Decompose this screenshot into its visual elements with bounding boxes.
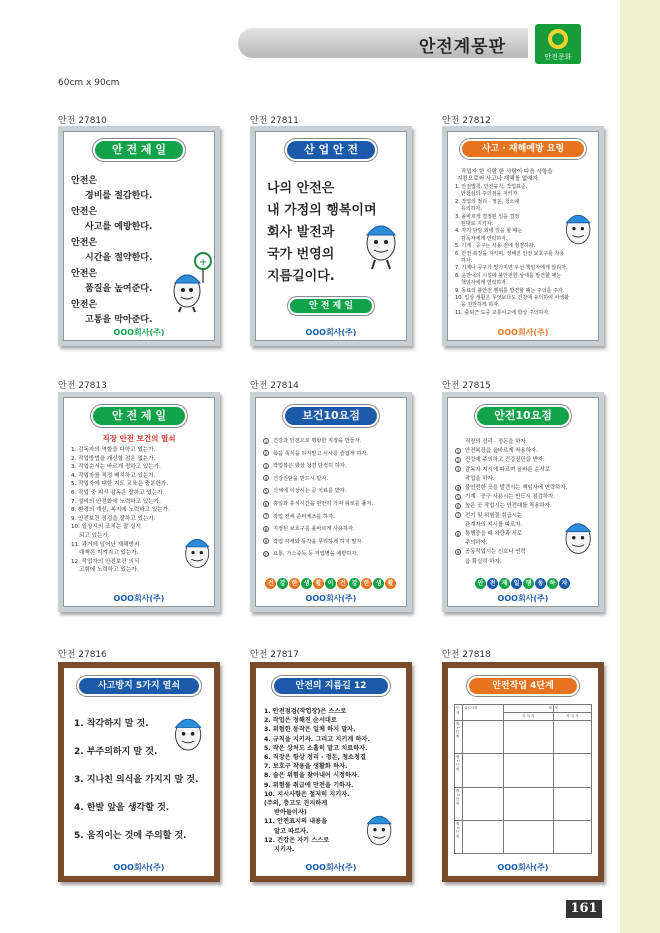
board-line: 12. 작업자의 안전보건 의식 — [71, 558, 140, 565]
board-line: 11. 출퇴근 도중 교통사고에 항상 주의하자. — [455, 309, 550, 316]
footer-char-dot: 행 — [523, 578, 534, 589]
board-title: 안 전 제 일 — [93, 139, 185, 161]
safety-mascot-icon — [359, 209, 405, 271]
footer-char-dot: 동 — [535, 578, 546, 589]
board-title: 안 전 제 일 — [91, 405, 187, 427]
safety-board-27817 — [250, 662, 412, 882]
number-bullet-icon: 9 — [264, 539, 268, 545]
board-line: 3. 작업순서는 바르게 정하고 있는가. — [71, 464, 161, 471]
board-line: 2. 작업의 정리 · 정돈, 청소에 — [455, 198, 520, 205]
footer-char-dot: 생 — [301, 578, 312, 589]
board-line: 5. 작은 상처도 소홀히 말고 치료하자. — [264, 744, 368, 752]
logo-ring-icon — [548, 29, 568, 49]
company-name: OOO회사(주) — [113, 594, 165, 603]
board-line: 7. 보호구 착용을 생활화 하자. — [264, 763, 348, 771]
board-line — [465, 437, 527, 445]
board-line: 2. 작업은 정해진 순서대로 — [264, 717, 337, 725]
product-code: 안전 27817 — [250, 650, 299, 660]
safety-mascot-icon — [559, 509, 599, 563]
board-line — [263, 538, 363, 545]
footer-char-dot: 활 — [385, 578, 396, 589]
board-line: 7. 기계나 공구가 망가지면 우선 책임자에게 알리자. — [455, 265, 568, 272]
footer-char-dot: 하 — [547, 578, 558, 589]
company-name: OOO회사(주) — [305, 328, 357, 337]
board-line: 10. 일상 생활은 무엇보다도 건강에 유의하여 사생활 — [455, 295, 570, 301]
size-label: 60cm x 90cm — [58, 78, 120, 88]
board-line: 안전은 — [71, 300, 98, 310]
board-line: 국가 번영의 — [267, 247, 335, 262]
board-line — [263, 450, 368, 457]
footer-char-dot: 안 — [475, 578, 486, 589]
board-line: 품질을 높여준다. — [85, 284, 153, 294]
board-line: 사고를 예방한다. — [85, 222, 153, 232]
board-line: 6. 안전 복장을 지키며, 정해진 안전 보호구를 착용 — [455, 250, 565, 257]
number-bullet-icon: 1 — [264, 438, 268, 444]
board-line: 안전은 — [71, 269, 98, 279]
board-line: 안전은 — [71, 238, 98, 248]
board-line — [455, 446, 538, 454]
safety-board-27815 — [442, 392, 604, 612]
board-line-text: 주의하자. — [465, 540, 488, 547]
table-row-label: 제 2 단 계 — [455, 754, 463, 787]
number-bullet-icon: 4 — [456, 485, 460, 491]
board-line: 경비를 절감한다. — [85, 191, 153, 201]
board-line: 11. 과거에 일어난 재해방지 — [71, 541, 140, 548]
number-bullet-icon: 6 — [456, 503, 460, 509]
board-line: 8. 환경의 개선, 복지에 노력하고 있는가. — [71, 507, 170, 514]
board-line: 3. 지나친 의식을 가지지 말 것. — [74, 775, 199, 785]
company-name: OOO회사(주) — [497, 863, 549, 872]
footer-dots — [255, 570, 407, 589]
product-code: 안전 27818 — [442, 650, 491, 660]
board-line: 11. 안전표지의 내용을 — [264, 818, 328, 826]
board-line — [455, 547, 526, 555]
company-name: OOO회사(주) — [113, 328, 165, 337]
safety-mascot-icon — [167, 251, 213, 313]
board-line: 4. 규칙을 지키자. 그리고 지키게 하자. — [264, 735, 370, 743]
board-title: 사고 · 재해예방 요령 — [460, 139, 586, 159]
footer-char-dot: 건 — [337, 578, 348, 589]
brand-logo — [535, 24, 581, 64]
board-line — [465, 474, 494, 482]
board-line — [465, 538, 488, 546]
board-line: 2. 작업방법을 개선할 점은 없는가. — [71, 455, 156, 462]
board-line-text: 전기 및 위험물 취급시는 — [465, 512, 523, 519]
footer-char-dot: 생 — [373, 578, 384, 589]
company-name: OOO회사(주) — [305, 863, 357, 872]
board-line-text: 요통, 가스중독 등 직업병을 예방하자. — [273, 551, 359, 558]
product-code: 안전 27813 — [58, 381, 107, 391]
board-line-text: 직장의 정리 · 정돈을 하자. — [465, 439, 528, 445]
footer-char-dot: 이 — [325, 578, 336, 589]
board-line: 책임자에게 연락하자. — [461, 280, 508, 287]
board-line — [263, 550, 358, 557]
board-line: 회사 발전과 — [267, 225, 335, 240]
board-line: 3. 위험한 동작은 일체 하지 말자. — [264, 726, 356, 734]
number-bullet-icon: 8 — [264, 526, 268, 532]
footer-char-dot: 강 — [277, 578, 288, 589]
safety-mascot-icon — [168, 704, 210, 760]
board-line: 4. 한발 앞을 생각할 것. — [74, 803, 170, 813]
safety-mascot-icon — [559, 201, 599, 253]
board-title: 사고방지 5가지 열쇠 — [77, 676, 201, 696]
footer-char-dot: 한 — [361, 578, 372, 589]
footer-char-dot: 강 — [349, 578, 360, 589]
svg-text:+: + — [199, 257, 208, 268]
board-line — [455, 483, 567, 491]
product-code: 안전 27811 — [250, 116, 299, 126]
board-line: 지키자. — [274, 846, 295, 853]
right-decorative-stripe — [620, 0, 660, 933]
board-line: 5. 움직이는 것에 주의할 것. — [74, 831, 187, 841]
number-bullet-icon: 9 — [456, 549, 460, 555]
safety-board-27816 — [58, 662, 220, 882]
board-line: 6. 작업 중 지시 감독은 잘하고 있는가. — [71, 490, 165, 496]
table-header: 실시사항 — [463, 705, 504, 721]
board-line: 1. 안전법칙, 안전규칙, 작업표준, — [455, 184, 528, 190]
board-subtitle: 직장 안전 보건의 열쇠 — [102, 434, 176, 443]
safety-board-27811 — [250, 126, 412, 346]
board-line: 8. 운반내의 시설에 불안전한 상태를 발견할 때는 — [455, 272, 562, 279]
board-line: 10. 지시사항은 철저히 지키자. — [264, 790, 350, 798]
footer-char-dot: 활 — [313, 578, 324, 589]
footer-char-dot: 한 — [289, 578, 300, 589]
board-line: 4. 자기 담당 외에 일을 할 때는 — [455, 228, 523, 235]
board-line-text: 신체에 이상시는 곧 치료를 받자. — [273, 488, 347, 495]
company-name: OOO회사(주) — [113, 863, 165, 872]
board-line: 받아들이자) — [274, 809, 307, 817]
table-subheader: 작 업 자 — [553, 713, 591, 721]
number-bullet-icon: 7 — [456, 513, 460, 519]
board-line — [455, 501, 552, 509]
table-header: 단계 — [455, 705, 463, 721]
product-code: 안전 27812 — [442, 116, 491, 126]
four-step-table — [454, 704, 592, 854]
board-line-text: 기계 · 공구 사용시는 반드시 점검하자. — [465, 494, 556, 501]
footer-char-dot: 자 — [559, 578, 570, 589]
safety-board-27812 — [442, 126, 604, 346]
board-line-text: 건강과 안전으로 명랑한 직장을 만들자. — [273, 438, 362, 444]
board-line: 4. 작업자를 적정 배치하고 있는가. — [71, 472, 156, 479]
company-name: OOO회사(주) — [497, 328, 549, 337]
table-row-label: 제 3 단 계 — [455, 787, 463, 820]
safety-board-27818 — [442, 662, 604, 882]
footer-char-dot: 건 — [265, 578, 276, 589]
number-bullet-icon: 2 — [456, 457, 460, 463]
board-line — [455, 511, 522, 519]
board-line-text: 지정된 보호구를 올바르게 사용하자. — [273, 526, 355, 533]
board-line: 을 원만하게 하자. — [461, 302, 500, 309]
board-line: 시간을 절약한다. — [85, 253, 153, 263]
board-line: 알고 따르자. — [274, 827, 309, 835]
number-bullet-icon: 2 — [264, 451, 268, 457]
number-bullet-icon: 1 — [456, 448, 460, 454]
number-bullet-icon: 10 — [264, 551, 270, 557]
board-line: 6. 직장은 항상 정리 · 정돈, 청소청결 — [264, 754, 366, 761]
board-line: 9. 위험물 취급에 만전을 기하자. — [264, 781, 354, 789]
board-line: 하자. — [461, 258, 473, 264]
product-code: 안전 27810 — [58, 116, 107, 126]
board-line: 3. 올바르게 결정된 일을 결정 — [455, 213, 520, 220]
board-line — [465, 557, 501, 565]
company-name: OOO회사(주) — [305, 594, 357, 603]
board-line — [455, 529, 522, 537]
board-line-text: 을 확실히 하자. — [465, 558, 502, 565]
board-line: 8. 술은 위험을 찾아내어 시정하자. — [264, 772, 360, 780]
board-line — [263, 475, 328, 482]
board-line-text: 감독자 지시에 따르며 올바른 순서로 — [465, 466, 550, 473]
board-line: (주의, 충고도 진지하게 — [264, 800, 328, 807]
board-line — [455, 492, 555, 500]
footer-pill: 안 전 제 일 — [288, 297, 374, 315]
board-line — [465, 520, 522, 528]
product-code: 안전 27814 — [250, 381, 299, 391]
logo-text: 안전문화 — [544, 53, 572, 61]
board-line: 지름길이다. — [267, 269, 335, 284]
safety-mascot-icon — [179, 525, 217, 577]
board-line: 1. 감독자의 역할을 다하고 있는가. — [71, 447, 156, 453]
footer-dots — [447, 570, 599, 589]
footer-char-dot: 제 — [499, 578, 510, 589]
board-line: 1. 안전점검(작업장)은 스스로 — [264, 708, 347, 715]
product-code: 안전 27816 — [58, 650, 107, 660]
board-line-text: 작업 전에 준비체조를 하자. — [273, 513, 335, 520]
board-line: 내 가정의 행복이며 — [267, 203, 377, 218]
board-line: 2. 부주의하지 말 것. — [74, 747, 158, 757]
board-line-text: 높은 곳 작업시는 안전대를 착용하자. — [465, 503, 552, 510]
board-line: 5. 기계 · 공구는 사용 전에 점검하자. — [455, 243, 536, 250]
number-bullet-icon: 6 — [264, 501, 268, 507]
board-line: 9. 안전보건 점검을 잘하고 있는가. — [71, 515, 156, 522]
board-line: 5. 작업자에 대한 지도 교육은 충분한가. — [71, 481, 169, 488]
board-line: 감독자에게 연락하자. — [461, 235, 508, 242]
board-line-text: 불안전한 곳을 발견시는 책임자에 연락하자. — [465, 485, 568, 491]
table-subheader: 감 독 자 — [503, 713, 553, 721]
board-title: 안전작업 4단계 — [467, 676, 579, 696]
board-line: 된대로 지키자. — [461, 221, 494, 227]
safety-board-27813 — [58, 392, 220, 612]
board-title: 안전10요점 — [475, 405, 571, 427]
number-bullet-icon: 8 — [456, 531, 460, 537]
board-line-text: 작업복은 항상 청결 단정히 하자. — [273, 463, 347, 470]
board-line: 안전은 — [71, 207, 98, 217]
table-row-label: 제 4 단 계 — [455, 820, 463, 853]
page-title: 안전계몽판 — [418, 37, 506, 57]
board-line-text: 건강진단을 반드시 받자. — [273, 475, 329, 482]
footer-char-dot: 전 — [487, 578, 498, 589]
board-line: 안전은 — [71, 176, 98, 186]
safety-mascot-icon — [360, 802, 400, 854]
table-header: 세 — [503, 705, 553, 713]
number-bullet-icon: 5 — [456, 494, 460, 500]
board-line — [263, 525, 355, 532]
board-line — [263, 513, 335, 520]
board-line — [455, 455, 545, 463]
board-line: 고통을 막아준다. — [85, 315, 153, 325]
board-line-text: 공동작업시는 신호나 연락 — [465, 549, 526, 556]
footer-char-dot: 일 — [511, 578, 522, 589]
board-line: 되고 있는가. — [79, 533, 110, 539]
number-bullet-icon: 5 — [264, 488, 268, 494]
table-row-label: 제 1 단 계 — [455, 721, 463, 754]
board-line: 안전심의 주의점을 지키자. — [461, 191, 519, 198]
board-line: 9. 동료의 불안전 행위를 발견할 때는 주의를 주자. — [455, 287, 565, 294]
board-line-text: 폭음 폭식을 하지말고 식사를 즐겁게 하자. — [273, 450, 369, 457]
board-line: 대책은 지켜지고 있는가. — [79, 550, 139, 557]
board-line-text: 안전복장을 올바르게 착용하자. — [465, 448, 538, 455]
company-name: OOO회사(주) — [497, 594, 549, 603]
board-title: 보건10요점 — [283, 405, 379, 427]
number-bullet-icon: 3 — [456, 467, 460, 473]
number-bullet-icon: 4 — [264, 476, 268, 482]
product-code: 안전 27815 — [442, 381, 491, 391]
board-title: 안전의 지름길 12 — [272, 676, 390, 696]
board-line-text: 통행중을 때 차량과 서로 — [465, 531, 523, 537]
board-line — [263, 437, 361, 444]
board-line: 10. 일상시의 조치는 잘 실시 — [71, 524, 142, 531]
board-title: 산 업 안 전 — [285, 139, 377, 161]
board-line: 유의하자. — [461, 206, 482, 213]
board-line-text: 휴일과 휴식시간을 편안히 가져 피로를 풀자. — [273, 501, 374, 507]
board-line-text: 작업을 하자. — [465, 475, 495, 482]
board-line — [263, 487, 346, 494]
page-number: 161 — [566, 900, 602, 918]
board-line-text: 관계자의 지시를 따르자. — [465, 521, 523, 528]
board-line — [263, 500, 373, 507]
board-line: 나의 안전은 — [267, 181, 335, 196]
board-line: 1. 착각하지 말 것. — [74, 719, 149, 729]
board-line-text: 작업 자세와 동작을 무리하게 하지 말자. — [273, 538, 364, 545]
number-bullet-icon: 7 — [264, 514, 268, 520]
table-header: 목 — [553, 705, 591, 713]
header-title-bar — [238, 28, 528, 58]
board-line: 7. 설비의 안전화에 노력하고 있는가. — [71, 498, 161, 505]
board-line — [263, 462, 346, 469]
board-line: 고취에 노력하고 있는가. — [79, 567, 139, 574]
board-intro: 지킴으로써 사고나 재해를 없애자. — [457, 176, 540, 182]
board-line-text: 건강에 주의하고 건강진단을 받자. — [465, 457, 545, 464]
board-line: 12. 건강은 자기 스스로 — [264, 836, 330, 844]
number-bullet-icon: 3 — [264, 463, 268, 469]
board-line — [455, 465, 550, 473]
board-intro: 작업자 한 사람 한 사람이 다음 사항을 — [461, 169, 553, 175]
safety-board-27810 — [58, 126, 220, 346]
safety-board-27814 — [250, 392, 412, 612]
